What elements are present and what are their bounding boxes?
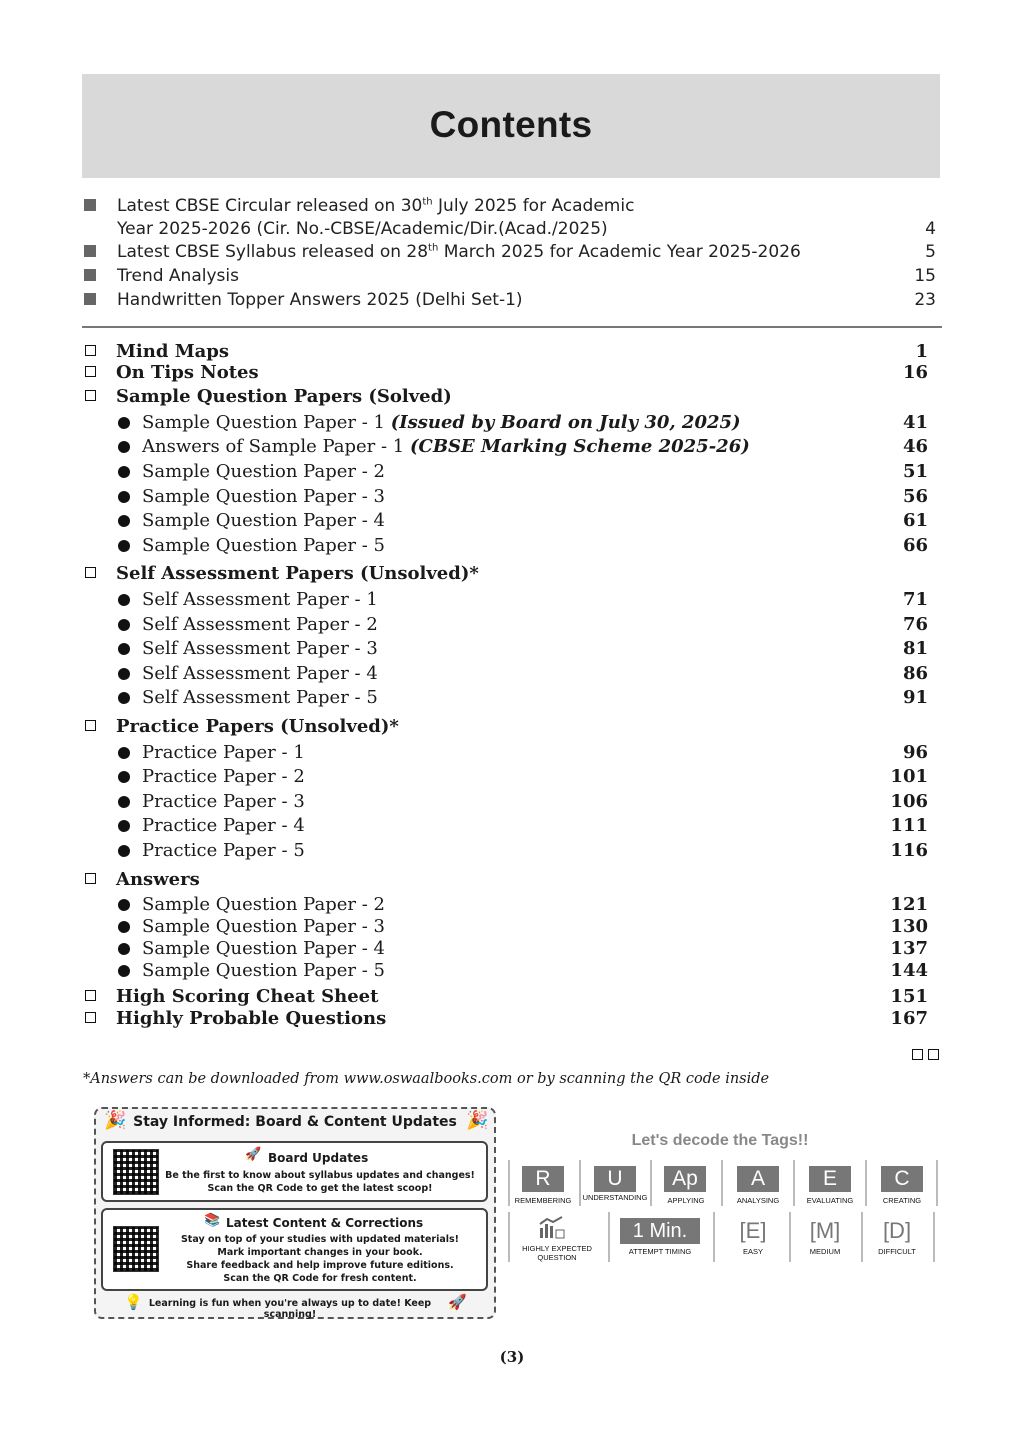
page-number: 144 [890,960,928,981]
bullet-dot-icon [118,692,130,704]
tag-caption: EASY [742,1247,763,1256]
list-item: Self Assessment Paper - 1 [142,589,378,610]
bullet-dot-icon [118,466,130,478]
page-number: 41 [902,412,928,433]
list-item: Sample Question Paper - 4 [142,510,385,531]
page-number: 23 [914,290,936,310]
list-item: Sample Question Paper - 2 [142,461,385,482]
list-item: Answers of Sample Paper - 1 (CBSE Marking Scheme 2025-26) [142,436,750,457]
tag-remembering: R [522,1166,564,1192]
list-item: Self Assessment Paper - 4 [142,663,378,684]
list-item: Practice Paper - 3 [142,791,305,812]
checkbox-bullet-icon [85,345,96,356]
bullet-dot-icon [118,845,130,857]
toc-item-circular-line2: Year 2025-2026 (Cir. No.-CBSE/Academic/Dir.(Acad./2025) [117,219,608,239]
list-item: Sample Question Paper - 5 [142,960,385,981]
page-number: 130 [890,916,928,937]
square-bullet-icon [84,245,96,257]
divider [82,326,942,328]
qr-code-icon[interactable] [113,1149,159,1195]
board-updates-line2: Scan the QR Code to get the latest scoop! [207,1183,433,1194]
page-number: 121 [890,894,928,915]
divider [933,1212,935,1262]
tag-understanding: U [594,1166,636,1192]
party-popper-icon: 🎉 [466,1110,489,1131]
bullet-dot-icon [118,619,130,631]
tag-caption: CREATING [882,1196,922,1205]
page-number-footer: (3) [499,1348,525,1366]
list-item: Practice Paper - 5 [142,840,305,861]
tags-heading: Let's decode the Tags!! [631,1132,809,1149]
page-number: 56 [902,486,928,507]
page-number: 4 [925,219,936,239]
tag-caption: DIFFICULT [878,1247,916,1256]
page-number: 1 [915,341,928,362]
rocket-icon: 🚀 [448,1293,467,1311]
tag-caption: APPLYING [667,1196,705,1205]
bullet-dot-icon [118,943,130,955]
checkbox-bullet-icon [85,1012,96,1023]
square-bullet-icon [84,293,96,305]
toc-item-trend: Trend Analysis [117,266,239,286]
page-number: 101 [890,766,928,787]
updates-title: Stay Informed: Board & Content Updates [133,1114,457,1130]
page-number: 167 [890,1008,928,1029]
qr-code-icon[interactable] [113,1226,159,1272]
updates-footer: Learning is fun when you're always up to date! Keep scanning! [148,1298,432,1320]
toc-section-sqp: Sample Question Papers (Solved) [116,386,452,407]
bullet-dot-icon [118,643,130,655]
bullet-dot-icon [118,771,130,783]
footnote: *Answers can be downloaded from www.oswaalbooks.com or by scanning the QR code inside [83,1071,770,1087]
board-updates-line1: Be the first to know about syllabus updates and changes! [165,1170,475,1181]
list-item: Practice Paper - 2 [142,766,305,787]
divider [508,1212,510,1262]
content-line4: Scan the QR Code for fresh content. [223,1273,417,1284]
toc-item-syllabus: Latest CBSE Syllabus released on 28th March 2025 for Academic Year 2025-2026 [117,242,801,262]
books-icon: 📚 [204,1213,221,1228]
page-number: 61 [902,510,928,531]
bullet-dot-icon [118,899,130,911]
bullet-dot-icon [118,417,130,429]
tag-caption: UNDERSTANDING [582,1193,648,1202]
lightbulb-icon: 💡 [124,1293,143,1311]
tag-easy: [E] [739,1218,767,1243]
page-number: 86 [902,663,928,684]
page-number: 51 [902,461,928,482]
bullet-dot-icon [118,441,130,453]
bullet-dot-icon [118,921,130,933]
tag-analysing: A [737,1166,779,1192]
rocket-icon: 🚀 [245,1147,262,1162]
checkbox-bullet-icon [85,720,96,731]
list-item: Practice Paper - 1 [142,742,305,763]
list-item: Self Assessment Paper - 2 [142,614,378,635]
page-number: 96 [902,742,928,763]
page-number: 5 [925,242,936,262]
bullet-dot-icon [118,515,130,527]
board-updates-title: Board Updates [268,1151,369,1165]
page-number: 106 [890,791,928,812]
tag-evaluating: E [809,1166,851,1192]
tag-caption: MEDIUM [809,1247,841,1256]
list-item: Sample Question Paper - 1 (Issued by Board on July 30, 2025) [142,412,741,433]
tag-caption: ATTEMPT TIMING [628,1247,692,1256]
tag-attempt-timing: 1 Min. [620,1218,700,1244]
list-item: Sample Question Paper - 2 [142,894,385,915]
content-line3: Share feedback and help improve future editions. [186,1260,454,1271]
page-number: 151 [890,986,928,1007]
page-number: 71 [902,589,928,610]
chart-trend-icon [538,1216,566,1240]
page-number: 66 [902,535,928,556]
tag-caption: ANALYSING [736,1196,780,1205]
party-popper-icon: 🎉 [104,1110,127,1131]
bullet-dot-icon [118,668,130,680]
list-item: Sample Question Paper - 3 [142,486,385,507]
checkbox-bullet-icon [85,873,96,884]
end-mark-icon [912,1049,923,1060]
content-line1: Stay on top of your studies with updated materials! [180,1234,460,1245]
square-bullet-icon [84,199,96,211]
page-number: 137 [890,938,928,959]
divider [936,1160,938,1206]
toc-item-topper: Handwritten Topper Answers 2025 (Delhi Set-1) [117,290,523,310]
page-number: 111 [890,815,928,836]
page-number: 81 [902,638,928,659]
tag-applying: Ap [664,1166,706,1192]
content-updates-title: Latest Content & Corrections [226,1216,424,1230]
toc-section-sap: Self Assessment Papers (Unsolved)* [116,563,479,584]
tag-difficult: [D] [882,1218,912,1243]
list-item: Practice Paper - 4 [142,815,305,836]
toc-section-probable: Highly Probable Questions [116,1008,387,1029]
bullet-dot-icon [118,747,130,759]
tag-medium: [M] [809,1218,841,1243]
square-bullet-icon [84,269,96,281]
content-line2: Mark important changes in your book. [217,1247,423,1258]
divider [608,1212,610,1262]
toc-item-circular: Latest CBSE Circular released on 30th July 2025 for Academic [117,196,635,216]
tag-caption: HIGHLY EXPECTED QUESTION [522,1244,592,1262]
toc-section-on-tips: On Tips Notes [116,362,259,383]
toc-section-cheat-sheet: High Scoring Cheat Sheet [116,986,379,1007]
list-item: Self Assessment Paper - 5 [142,687,378,708]
list-item: Sample Question Paper - 4 [142,938,385,959]
list-item: Sample Question Paper - 3 [142,916,385,937]
tag-creating: C [881,1166,923,1192]
bullet-dot-icon [118,965,130,977]
checkbox-bullet-icon [85,366,96,377]
toc-section-answers: Answers [116,869,200,890]
tag-caption: REMEMBERING [514,1196,572,1205]
page-number: 91 [902,687,928,708]
end-mark-icon [928,1049,939,1060]
page-number: 16 [902,362,928,383]
toc-section-pp: Practice Papers (Unsolved)* [116,716,399,737]
page-number: 116 [890,840,928,861]
checkbox-bullet-icon [85,990,96,1001]
list-item: Sample Question Paper - 5 [142,535,385,556]
tag-caption: EVALUATING [806,1196,854,1205]
bullet-dot-icon [118,594,130,606]
checkbox-bullet-icon [85,567,96,578]
bullet-dot-icon [118,796,130,808]
checkbox-bullet-icon [85,390,96,401]
list-item: Self Assessment Paper - 3 [142,638,378,659]
page-number: 15 [914,266,936,286]
page-number: 76 [902,614,928,635]
bullet-dot-icon [118,540,130,552]
toc-section-mind-maps: Mind Maps [116,341,230,362]
divider [713,1212,715,1262]
bullet-dot-icon [118,820,130,832]
page-title: Contents [429,104,593,145]
bullet-dot-icon [118,491,130,503]
page-number: 46 [902,436,928,457]
